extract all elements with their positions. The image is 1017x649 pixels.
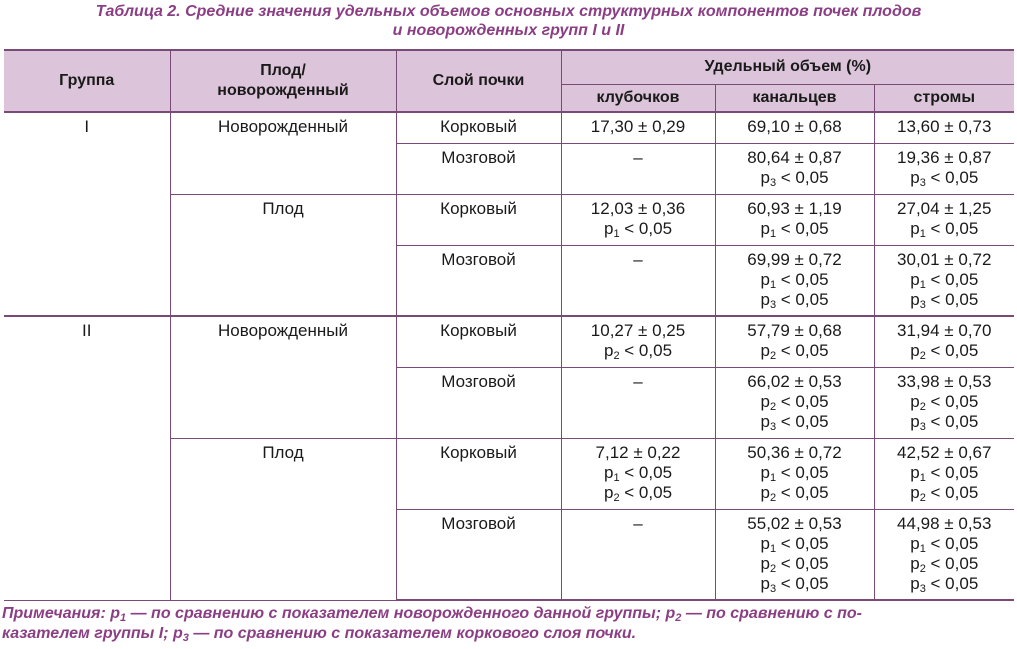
p-text: < 0,05 (925, 341, 979, 360)
p-subscript: 3 (919, 420, 926, 433)
cell-value: 17,30 ± 0,29 (590, 117, 686, 136)
table-row (4, 316, 1014, 367)
note-subscript: 3 (182, 632, 189, 644)
cell-value: 60,93 ± 1,19 (747, 198, 842, 218)
p-letter: p (760, 482, 770, 502)
p-value (718, 534, 872, 554)
p-text: < 0,05 (925, 391, 979, 411)
table-title (0, 2, 1017, 40)
header-volume: Удельный объем (%) (561, 50, 1014, 84)
p-text: < 0,05 (776, 218, 829, 238)
p-value (718, 463, 872, 483)
note-text: казателем группы I; p (2, 625, 183, 642)
cell-stroma (874, 112, 1014, 143)
cell-value: 13,60 ± 0,73 (897, 117, 992, 136)
p-text: < 0,05 (925, 553, 979, 573)
p-text: < 0,05 (776, 411, 829, 431)
p-text: < 0,05 (925, 533, 979, 553)
cell-layer: Корковый (396, 316, 561, 367)
p-value (564, 483, 713, 503)
cell-value: 31,94 ± 0,70 (897, 321, 992, 340)
p-letter: p (910, 411, 920, 431)
note-line1 (2, 604, 1015, 624)
p-value (718, 270, 872, 290)
p-letter: p (910, 391, 920, 411)
cell-value: 27,04 ± 1,25 (897, 198, 992, 218)
table-body (4, 112, 1014, 600)
p-value (718, 574, 872, 594)
p-letter: p (760, 218, 770, 238)
p-text: < 0,05 (925, 573, 979, 593)
p-subscript: 2 (769, 350, 777, 362)
p-text: < 0,05 (925, 411, 979, 431)
p-subscript: 1 (613, 471, 620, 484)
p-text: < 0,05 (925, 482, 979, 502)
cell-subject: Плод (170, 438, 396, 600)
cell-value: 55,02 ± 0,53 (747, 513, 842, 533)
p-value (877, 574, 1013, 594)
cell-glom (561, 245, 715, 316)
p-text: < 0,05 (925, 289, 979, 309)
cell-tub (715, 245, 874, 316)
p-value (564, 341, 713, 361)
cell-value: 42,52 ± 0,67 (897, 442, 992, 462)
table-note (2, 604, 1015, 644)
p-text: < 0,05 (619, 341, 673, 360)
table-title-line2: и новорожденных групп I и II (392, 22, 625, 39)
p-subscript: 3 (769, 176, 777, 189)
cell-stroma (874, 194, 1014, 245)
cell-stroma (874, 509, 1014, 600)
cell-layer: Мозговой (396, 245, 561, 316)
p-subscript: 2 (613, 350, 620, 362)
p-letter: p (760, 391, 770, 411)
p-value (718, 554, 872, 574)
p-letter: p (910, 462, 920, 482)
cell-layer: Мозговой (396, 143, 561, 194)
p-letter: p (760, 553, 770, 573)
cell-tub (715, 194, 874, 245)
p-value (877, 412, 1013, 432)
cell-tub (715, 316, 874, 367)
p-letter: p (603, 482, 614, 502)
cell-value: 33,98 ± 0,53 (897, 371, 992, 391)
p-subscript: 2 (919, 491, 926, 504)
p-text: < 0,05 (776, 482, 829, 502)
cell-value: 80,64 ± 0,87 (747, 147, 842, 167)
cell-layer: Мозговой (396, 509, 561, 600)
p-letter: p (603, 341, 614, 360)
p-value (718, 341, 872, 361)
p-letter: p (760, 573, 770, 593)
p-value (877, 534, 1013, 554)
cell-value: 10,27 ± 0,25 (590, 321, 686, 340)
cell-value: 50,36 ± 0,72 (747, 442, 842, 462)
header-subject-line1: Плод/ (260, 62, 306, 79)
p-letter: p (603, 462, 614, 482)
p-value (718, 168, 872, 188)
cell-glom (561, 509, 715, 600)
p-value (877, 554, 1013, 574)
p-value (564, 219, 713, 239)
cell-value: 66,02 ± 0,53 (747, 371, 842, 391)
cell-glom (561, 112, 715, 143)
p-value (877, 270, 1013, 290)
cell-subject: Новорожденный (170, 316, 396, 438)
data-table (4, 49, 1014, 601)
p-text: < 0,05 (925, 167, 979, 187)
cell-value: – (633, 513, 643, 533)
cell-value: – (633, 147, 643, 167)
p-text: < 0,05 (776, 289, 829, 309)
cell-stroma (874, 245, 1014, 316)
p-text: < 0,05 (925, 269, 979, 289)
cell-group: II (4, 316, 170, 600)
p-subscript: 2 (769, 491, 777, 504)
cell-group: I (4, 112, 170, 316)
table-row (4, 112, 1014, 143)
p-letter: p (910, 341, 920, 360)
cell-value: 7,12 ± 0,22 (595, 442, 681, 462)
p-subscript: 1 (769, 227, 777, 240)
header-subject (170, 50, 396, 112)
note-label: Примечания: (2, 605, 111, 622)
p-subscript: 3 (769, 420, 777, 433)
cell-stroma (874, 438, 1014, 509)
cell-tub (715, 367, 874, 438)
p-letter: p (760, 289, 770, 309)
p-value (877, 483, 1013, 503)
p-letter: p (910, 269, 920, 289)
cell-value: 44,98 ± 0,53 (897, 513, 992, 533)
cell-stroma (874, 367, 1014, 438)
p-text: < 0,05 (925, 462, 979, 482)
cell-subject: Новорожденный (170, 112, 396, 194)
cell-glom (561, 367, 715, 438)
p-letter: p (603, 218, 614, 238)
header-stroma: стромы (874, 84, 1014, 112)
p-subscript: 2 (769, 562, 777, 575)
header-tubules: канальцев (715, 84, 874, 112)
cell-value: – (633, 249, 643, 269)
p-subscript: 2 (919, 400, 926, 413)
note-subscript: 2 (675, 612, 682, 624)
p-text: < 0,05 (776, 573, 829, 593)
header-layer: Слой почки (396, 50, 561, 112)
p-letter: p (910, 289, 920, 309)
p-subscript: 1 (919, 471, 926, 484)
cell-tub (715, 112, 874, 143)
p-text: < 0,05 (619, 218, 673, 238)
p-text: < 0,05 (776, 462, 829, 482)
p-value (877, 219, 1013, 239)
p-text: < 0,05 (776, 167, 829, 187)
cell-glom (561, 438, 715, 509)
p-value (718, 483, 872, 503)
header-subject-line2: новорожденный (217, 82, 349, 99)
note-subscript: 1 (120, 612, 127, 624)
cell-value: 57,79 ± 0,68 (747, 321, 842, 340)
cell-value: 69,99 ± 0,72 (747, 249, 842, 269)
cell-tub (715, 143, 874, 194)
cell-value: 30,01 ± 0,72 (897, 249, 992, 269)
p-letter: p (760, 533, 770, 553)
cell-glom (561, 143, 715, 194)
p-value (718, 392, 872, 412)
p-value (877, 341, 1013, 361)
p-letter: p (760, 269, 770, 289)
p-text: < 0,05 (776, 533, 829, 553)
p-subscript: 1 (613, 227, 620, 240)
p-subscript: 2 (919, 562, 926, 575)
cell-value: 19,36 ± 0,87 (897, 147, 992, 167)
p-subscript: 1 (769, 278, 777, 291)
p-text: < 0,05 (619, 462, 673, 482)
note-text: — по сравнению с по- (681, 605, 862, 622)
p-value (718, 290, 872, 310)
cell-layer: Корковый (396, 112, 561, 143)
p-subscript: 1 (919, 542, 926, 555)
p-letter: p (910, 553, 920, 573)
p-letter: p (910, 167, 920, 187)
p-subscript: 1 (769, 471, 777, 484)
p-subscript: 2 (613, 491, 620, 504)
p-letter: p (910, 533, 920, 553)
p-subscript: 1 (769, 542, 777, 555)
p-value (877, 290, 1013, 310)
note-text: p (110, 605, 121, 622)
p-subscript: 3 (919, 298, 926, 311)
note-line2 (2, 624, 1015, 644)
cell-subject: Плод (170, 194, 396, 316)
p-value (564, 463, 713, 483)
p-subscript: 3 (919, 176, 926, 189)
table-title-line1: Таблица 2. Средние значения удельных объемов основных структурных компонентов почек плодов (95, 3, 922, 20)
p-value (877, 168, 1013, 188)
cell-layer: Мозговой (396, 367, 561, 438)
p-subscript: 2 (919, 350, 926, 362)
p-subscript: 3 (769, 582, 777, 595)
cell-tub (715, 438, 874, 509)
p-letter: p (760, 167, 770, 187)
header-glomeruli: клубочков (561, 84, 715, 112)
cell-value: 12,03 ± 0,36 (590, 198, 686, 218)
note-text: — по сравнению с показателем новорожденного данной группы; p (126, 605, 676, 622)
p-text: < 0,05 (776, 341, 829, 360)
p-text: < 0,05 (619, 482, 673, 502)
note-text: — по сравнению с показателем коркового слоя почки. (188, 625, 637, 642)
cell-layer: Корковый (396, 194, 561, 245)
p-subscript: 2 (769, 400, 777, 413)
p-subscript: 1 (919, 227, 926, 240)
p-letter: p (760, 341, 770, 360)
cell-value: – (633, 371, 643, 391)
p-letter: p (910, 573, 920, 593)
p-text: < 0,05 (776, 553, 829, 573)
p-letter: p (910, 482, 920, 502)
cell-layer: Корковый (396, 438, 561, 509)
p-letter: p (760, 462, 770, 482)
cell-tub (715, 509, 874, 600)
p-subscript: 1 (919, 278, 926, 291)
p-value (718, 219, 872, 239)
p-value (877, 392, 1013, 412)
cell-stroma (874, 316, 1014, 367)
header-group: Группа (4, 50, 170, 112)
cell-glom (561, 194, 715, 245)
cell-stroma (874, 143, 1014, 194)
cell-value: 69,10 ± 0,68 (747, 117, 842, 136)
p-value (718, 412, 872, 432)
p-letter: p (760, 411, 770, 431)
p-value (877, 463, 1013, 483)
p-text: < 0,05 (776, 391, 829, 411)
p-subscript: 3 (769, 298, 777, 311)
p-text: < 0,05 (776, 269, 829, 289)
cell-glom (561, 316, 715, 367)
p-subscript: 3 (919, 582, 926, 595)
p-text: < 0,05 (925, 218, 979, 238)
p-letter: p (910, 218, 920, 238)
